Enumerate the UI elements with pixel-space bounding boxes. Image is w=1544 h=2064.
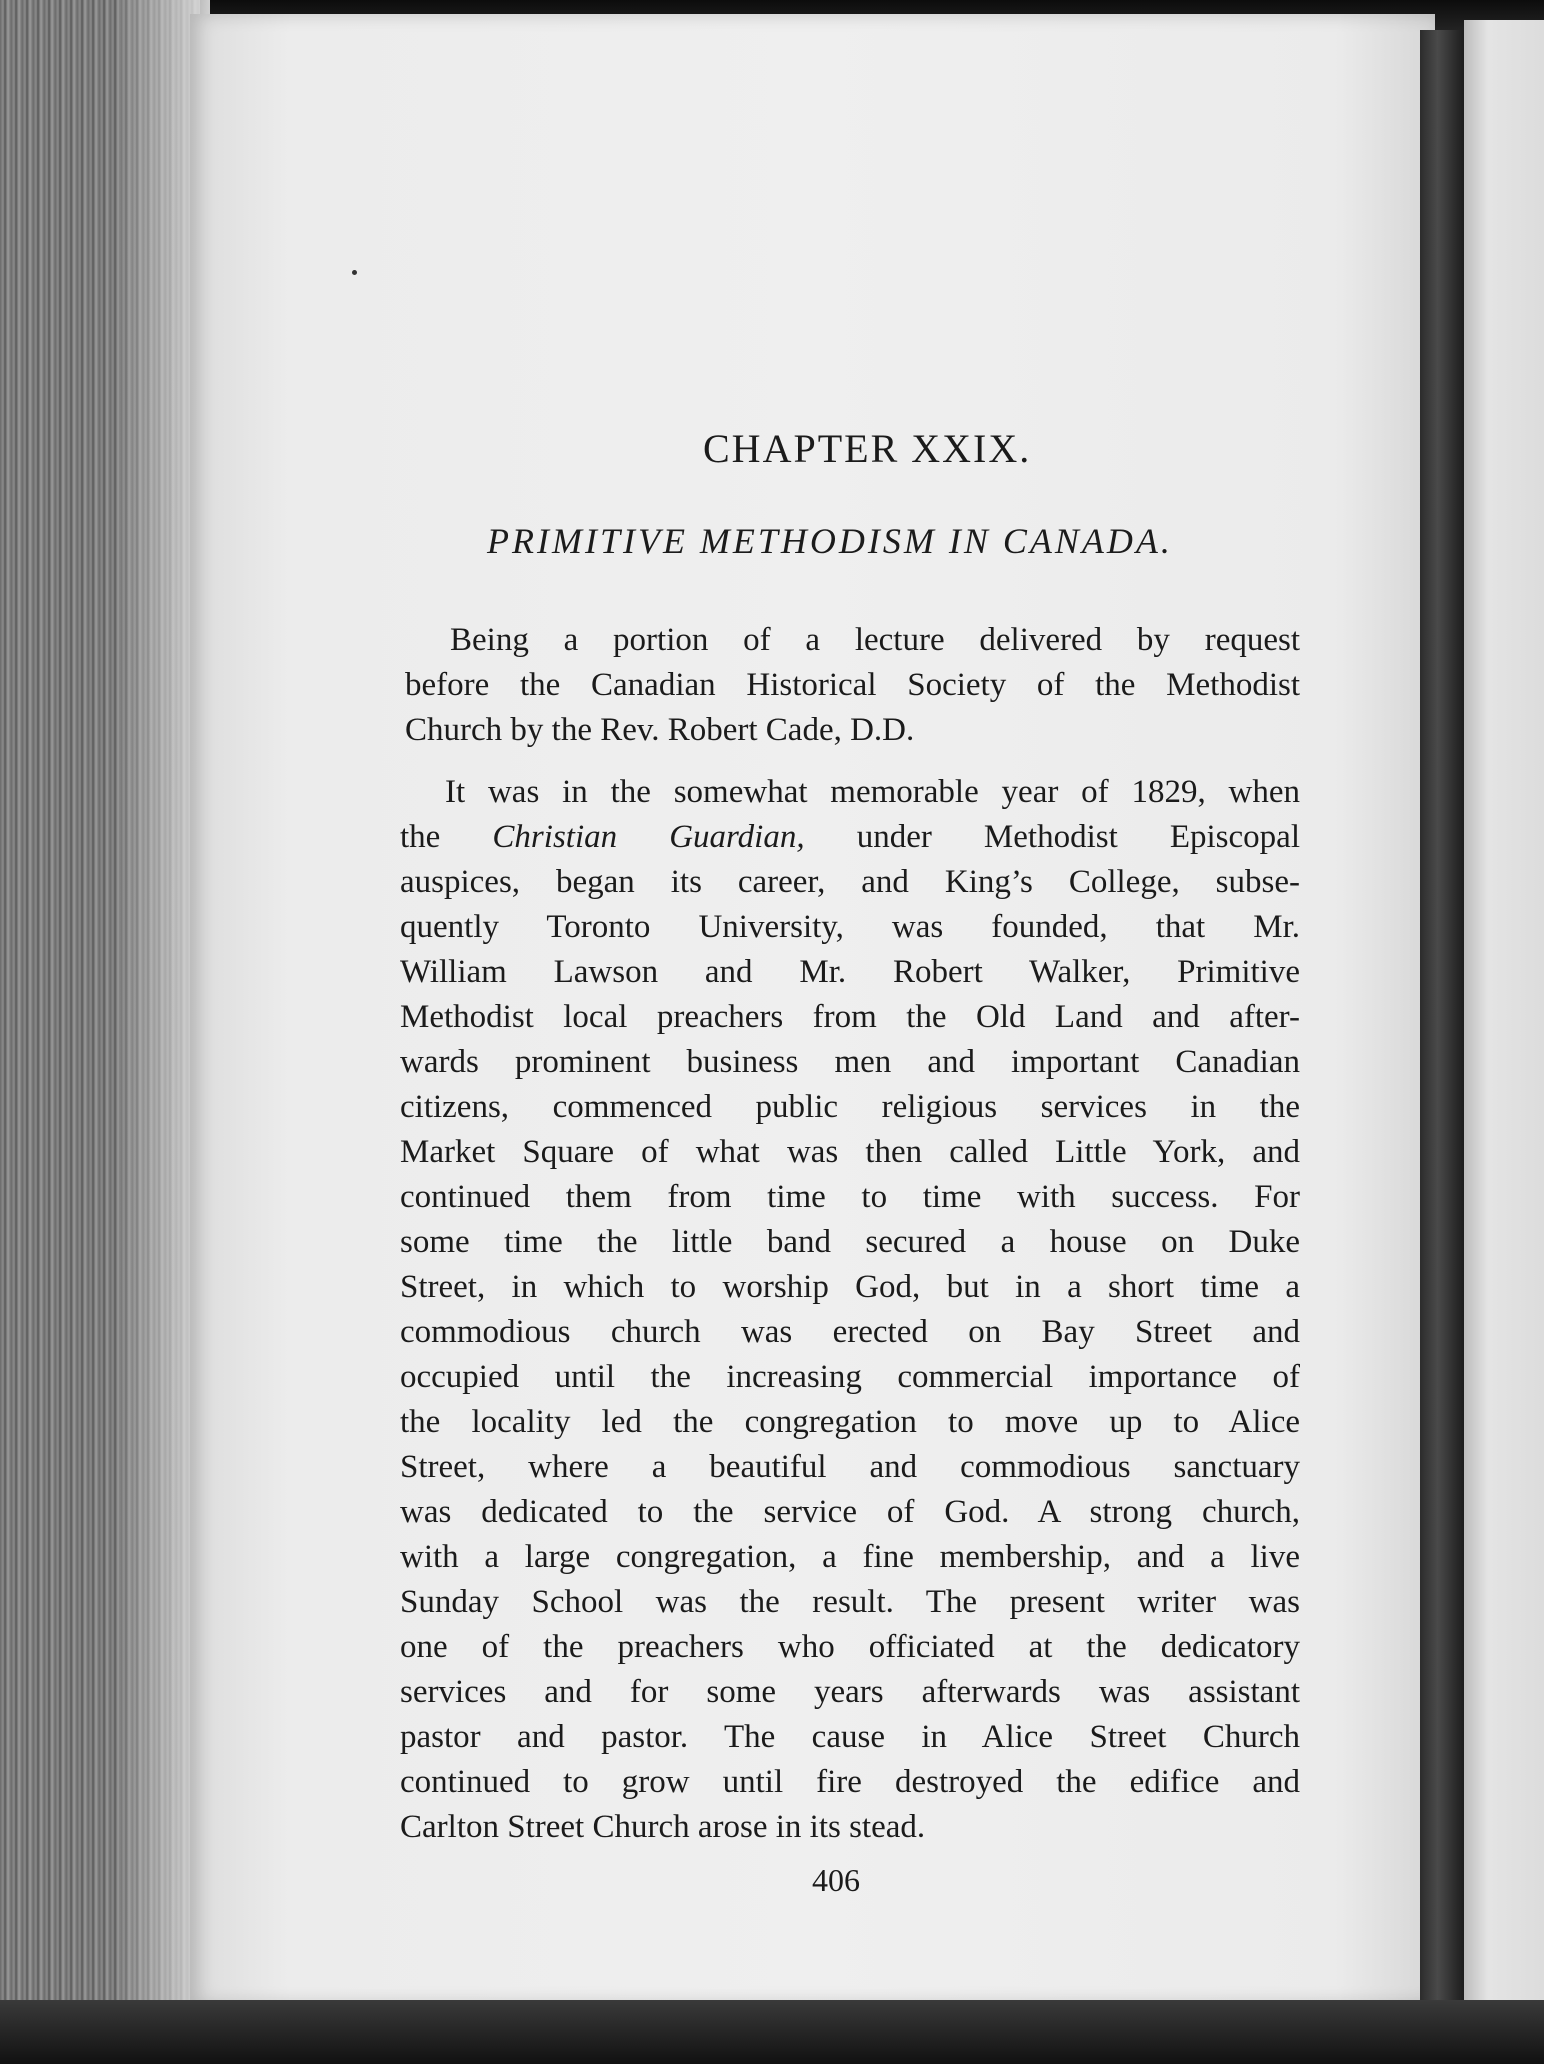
text-line: Being a portion of a lecture delivered by request (450, 622, 1300, 658)
text-line: one of the preachers who officiated at the dedicatory (400, 1629, 1300, 1665)
text-line: Carlton Street Church arose in its stead. (400, 1809, 926, 1845)
text-line: before the Canadian Historical Society of the Methodist (405, 667, 1300, 703)
text-line: Street, where a beautiful and commodious sanctuary (400, 1449, 1300, 1485)
text-line: It was in the somewhat memorable year of 1829, when (445, 774, 1300, 810)
text-line: Street, in which to worship God, but in a short time a (400, 1269, 1300, 1305)
text-line: pastor and pastor. The cause in Alice Street Church (400, 1719, 1300, 1755)
chapter-title: PRIMITIVE METHODISM IN CANADA. (487, 521, 1173, 561)
text-line: the locality led the congregation to move up to Alice (400, 1404, 1300, 1440)
facing-page (1464, 20, 1544, 2064)
text-line: citizens, commenced public religious services in the (400, 1089, 1300, 1125)
intro-paragraph (405, 618, 1300, 753)
page-number: 406 (812, 1862, 860, 1898)
ink-speck (352, 270, 357, 275)
text-line: some time the little band secured a house on Duke (400, 1224, 1300, 1260)
text-line: Church by the Rev. Robert Cade, D.D. (405, 712, 915, 748)
body-paragraph (400, 770, 1300, 1850)
text-line: occupied until the increasing commercial importance of (400, 1359, 1300, 1395)
text-line: continued them from time to time with success. For (400, 1179, 1300, 1215)
text-line: continued to grow until fire destroyed the edifice and (400, 1764, 1300, 1800)
text-line: Methodist local preachers from the Old Land and after- (400, 999, 1300, 1035)
scan-bottom-border (0, 2000, 1544, 2064)
text-line: auspices, began its career, and King’s College, subse- (400, 864, 1300, 900)
text-line: was dedicated to the service of God. A strong church, (400, 1494, 1300, 1530)
facing-page-gutter (1420, 30, 1464, 2030)
text-line: quently Toronto University, was founded, that Mr. (400, 909, 1300, 945)
text-line: commodious church was erected on Bay Street and (400, 1314, 1300, 1350)
chapter-heading: CHAPTER XXIX. (703, 426, 1032, 471)
text-line: William Lawson and Mr. Robert Walker, Primitive (400, 954, 1300, 990)
text-line: the Christian Guardian, under Methodist Episcopal (400, 819, 1300, 855)
text-line: Market Square of what was then called Little York, and (400, 1134, 1300, 1170)
text-line: wards prominent business men and important Canadian (400, 1044, 1300, 1080)
italic-title: Christian Guardian, (492, 819, 805, 855)
text-line: Sunday School was the result. The present writer was (400, 1584, 1300, 1620)
text-line: with a large congregation, a fine membership, and a live (400, 1539, 1300, 1575)
text-line: services and for some years afterwards was assistant (400, 1674, 1300, 1710)
